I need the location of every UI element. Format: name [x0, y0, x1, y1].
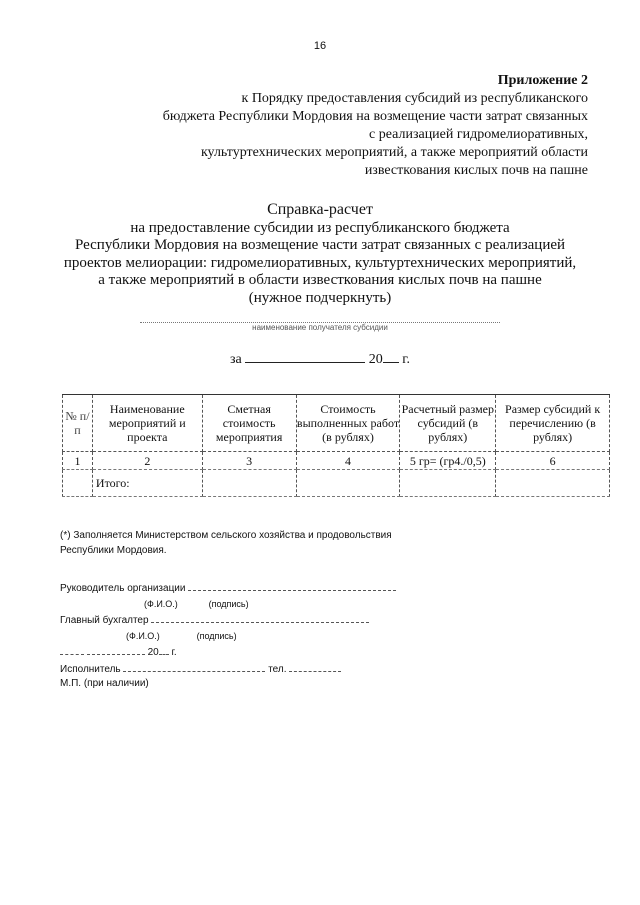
col-header-number: № п/п: [63, 395, 93, 452]
period-suffix: г.: [402, 352, 410, 367]
table-cell: [296, 470, 400, 497]
head-blank: [188, 580, 396, 591]
appendix-line: к Порядку предоставления субсидий из республиканского: [241, 91, 588, 106]
table-cell: 6: [496, 452, 610, 470]
table-cell: [202, 470, 296, 497]
table-cell: [63, 470, 93, 497]
table-cell: [496, 470, 610, 497]
col-header-name: Наименование мероприятий и проекта: [92, 395, 202, 452]
date-year: 20: [147, 647, 159, 658]
footnote-text-2: Республики Мордовия.: [60, 545, 167, 556]
appendix-line: культуртехнических мероприятий, а также мероприятий области: [200, 145, 588, 160]
appendix-block: [68, 72, 588, 180]
period-year-blank: [383, 350, 399, 363]
table-number-row: [63, 452, 610, 470]
appendix-line: бюджета Республики Мордовия на возмещение части затрат связанных: [162, 109, 588, 124]
total-label: Итого:: [92, 470, 202, 497]
date-month-blank: [87, 644, 145, 655]
appendix-line: известкования кислых почв на пашне: [364, 163, 588, 178]
date-suffix: г.: [171, 647, 177, 658]
phone-label: тел.: [268, 663, 287, 675]
title-line: а также мероприятий в области известкования кислых почв на пашне: [98, 272, 542, 288]
col-header-cost: Стоимость выполненных работ (в рублях): [296, 395, 400, 452]
table-cell: 5 гр= (гр4./0,5): [400, 452, 496, 470]
phone-blank: [289, 661, 341, 672]
accountant-blank: [151, 612, 369, 623]
calculation-table: [62, 394, 610, 497]
col-header-calc: Расчетный размер субсидий (в рублях): [400, 395, 496, 452]
accountant-signature-caption: (подпись): [196, 630, 237, 641]
period-blank: [245, 350, 365, 363]
title-line: проектов мелиорации: гидромелиоративных, культуртехнических мероприятий,: [63, 254, 577, 271]
col-header-payout: Размер субсидий к перечислению (в рублях): [496, 395, 610, 452]
table-total-row: [63, 470, 610, 497]
table-cell: 1: [63, 452, 93, 470]
table-cell: 3: [202, 452, 296, 470]
signature-block: [60, 580, 480, 692]
table-cell: [400, 470, 496, 497]
executor-label: Исполнитель: [60, 663, 121, 675]
table-cell: 4: [296, 452, 400, 470]
footnote: [60, 528, 520, 558]
accountant-fio-caption: (Ф.И.О.): [126, 630, 160, 641]
title-line: Республики Мордовия на возмещение части затрат связанных с реализацией: [74, 237, 566, 253]
head-label: Руководитель организации: [60, 583, 186, 594]
recipient-line: [140, 316, 500, 323]
date-year-blank: [159, 644, 169, 655]
head-fio-caption: (Ф.И.О.): [144, 598, 178, 609]
title-note: (нужное подчеркнуть): [248, 289, 392, 306]
col-header-estimate: Сметная стоимость мероприятия: [202, 395, 296, 452]
head-signature-caption: (подпись): [208, 598, 249, 609]
period-prefix: за: [230, 352, 242, 367]
title-line: на предоставление субсидии из республиканского бюджета: [130, 219, 510, 236]
seal-note: М.П. (при наличии): [60, 678, 149, 689]
document-title: Справка-расчет: [267, 201, 373, 218]
recipient-field: [130, 316, 510, 333]
appendix-title: Приложение 2: [497, 73, 588, 88]
table-header-row: [63, 395, 610, 452]
table-cell: 2: [92, 452, 202, 470]
date-day-blank: [60, 644, 84, 655]
document-title-block: [60, 201, 580, 307]
accountant-label: Главный бухгалтер: [60, 615, 149, 626]
page-number: 16: [313, 40, 327, 52]
period-year: 20: [368, 352, 383, 367]
recipient-caption: наименование получателя субсидии: [252, 323, 388, 332]
footnote-text: Заполняется Министерством сельского хозяйства и продовольствия: [73, 530, 392, 541]
period-line: [0, 350, 640, 368]
appendix-line: с реализацией гидромелиоративных,: [369, 127, 588, 142]
executor-blank: [123, 661, 265, 672]
footnote-marker: (*): [60, 530, 71, 541]
